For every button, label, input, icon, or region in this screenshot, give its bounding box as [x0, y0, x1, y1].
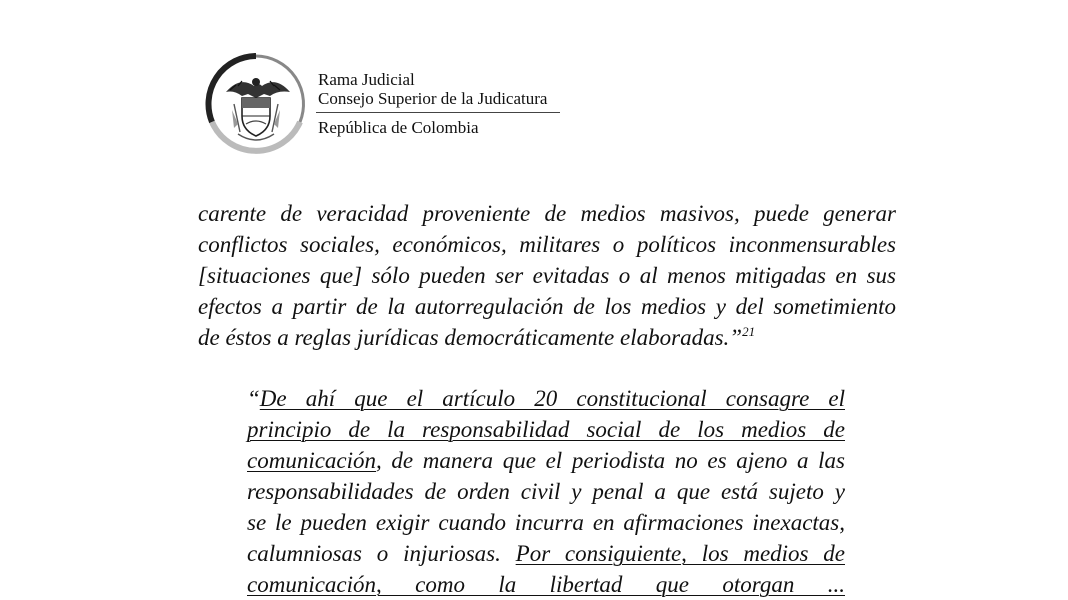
quote-line: [247, 445, 845, 476]
letterhead: [204, 52, 564, 152]
block-quote: [247, 383, 845, 600]
quote-underlined-text: Por consiguiente, los medios de: [515, 541, 845, 566]
quote-line: [247, 383, 845, 414]
paragraph-line: conflictos sociales, económicos, militares o políticos inconmensurables: [198, 232, 896, 257]
quote-underlined-text: comunicación, como la libertad que otorgan ...: [247, 572, 845, 597]
coat-of-arms-seal-icon: [204, 52, 308, 156]
paragraph-last-line: [198, 322, 896, 353]
paragraph-text: [198, 198, 896, 353]
country-name: República de Colombia: [318, 118, 479, 137]
quote-text: , de manera que el periodista no es ajeno a las: [376, 448, 845, 473]
quote-line: responsabilidades de orden civil y penal a que está sujeto y: [247, 479, 845, 504]
quote-line: [247, 538, 845, 569]
quote-underlined-text: De ahí que el artículo 20 constitucional consagre el: [259, 386, 845, 411]
quote-text: calumniosas o injuriosas.: [247, 541, 516, 566]
quote-line-partial: [247, 569, 845, 600]
paragraph-line: carente de veracidad proveniente de medios masivos, puede generar: [198, 201, 896, 226]
quote-line: [247, 414, 845, 445]
paragraph-line: [situaciones que] sólo pueden ser evitadas o al menos mitigadas en sus: [198, 263, 896, 288]
institution-name: [318, 70, 547, 108]
paragraph-line: efectos a partir de la autorregulación de los medios y del sometimiento: [198, 294, 896, 319]
quote-line: se le pueden exigir cuando incurra en afirmaciones inexactas,: [247, 510, 845, 535]
quote-underlined-text: comunicación: [247, 448, 377, 473]
paragraph-line: de éstos a reglas jurídicas democráticamente elaboradas.”: [198, 325, 743, 350]
footnote-reference[interactable]: 21: [742, 324, 756, 339]
quote-underlined-text: principio de la responsabilidad social de los medios de: [247, 417, 845, 442]
org-line-consejo: Consejo Superior de la Judicatura: [318, 89, 548, 108]
quote-open-mark: “: [247, 386, 260, 411]
header-divider: [316, 112, 560, 113]
org-line-rama-judicial: Rama Judicial: [318, 70, 415, 89]
